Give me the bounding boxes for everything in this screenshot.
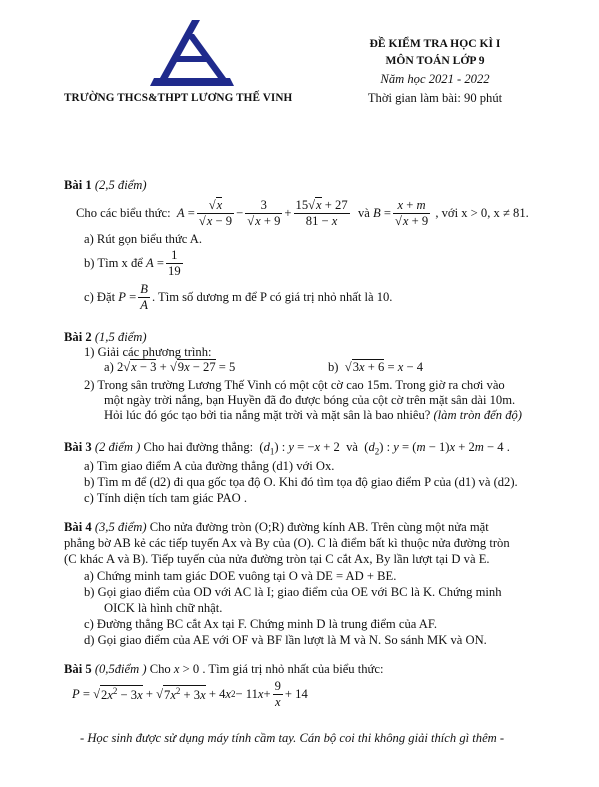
- bai4-line2: phẳng bờ AB kẻ các tiếp tuyến Ax và By của (O). C là điểm bất kì thuộc nửa đường tròn: [64, 536, 510, 550]
- bai5-heading: Bài 5 (0,5điểm ) Cho x > 0 . Tìm giá trị nhỏ nhất của biểu thức:: [64, 662, 384, 676]
- school-logo: [146, 18, 238, 90]
- bai1-expressions: Cho các biểu thức: A = $\frac{√x}{√x - 9}$ − $\frac{3}{√x + 9}$ + $\frac{15√x + 27}{81 - x}$ và B = $\frac{x + m}{√x + 9}$ , với x > 0, x ≠ 81.: [76, 197, 529, 228]
- bai2-q2-line2: một ngày trời nắng, bạn Huyền đã đo được bóng của cột cờ trên mặt sân dài 10m.: [104, 393, 516, 407]
- bai3-a: a) Tìm giao điểm A của đường thẳng (d1) với Ox.: [84, 459, 335, 473]
- bai3-c: c) Tính diện tích tam giác PAO .: [84, 491, 247, 505]
- bai4-d: d) Gọi giao điểm của AE với OF và BF lần lượt là M và N. So sánh MK và ON.: [84, 633, 487, 647]
- bai4-b2: OICK là hình chữ nhật.: [104, 601, 223, 615]
- bai1-a: a) Rút gọn biểu thức A.: [84, 232, 203, 246]
- school-name: TRƯỜNG THCS&THPT LƯƠNG THẾ VINH: [64, 92, 293, 104]
- duration: Thời gian làm bài: 90 phút: [367, 91, 503, 105]
- subject: MÔN TOÁN LỚP 9: [385, 54, 485, 67]
- bai2-q2-line1: 2) Trong sân trường Lương Thế Vinh có một cột cờ cao 15m. Trong giờ ra chơi vào: [84, 378, 505, 392]
- bai1-b: b) Tìm x để A = $\frac{1}{19}$: [84, 247, 181, 278]
- bai4-c: c) Đường thẳng BC cắt Ax tại F. Chứng minh D là trung điểm của AF.: [84, 617, 438, 631]
- bai4-b1: b) Gọi giao điểm của OD với AC là I; giao điểm của OE với BC là K. Chứng minh: [84, 585, 502, 599]
- school-year: Năm học 2021 - 2022: [380, 72, 490, 86]
- footer-note: - Học sinh được sử dụng máy tính cầm tay. Cán bộ coi thi không giải thích gì thêm -: [80, 731, 505, 745]
- bai3-heading: Bài 3 (2 điểm ) Cho hai đường thẳng: $(d_1)$ : y = −x + 2 và $(d_2)$ : y = (m − 1)x + 2m − 4 .: [64, 440, 510, 457]
- exam-title: ĐỀ KIỂM TRA HỌC KÌ I: [369, 37, 501, 50]
- bai4-a: a) Chứng minh tam giác DOE vuông tại O và DE = AD + BE.: [84, 569, 397, 583]
- bai2-q1a: a) 2√x − 3 + √9x − 27 = 5: [104, 360, 236, 374]
- bai2-q1: 1) Giải các phương trình:: [84, 345, 212, 359]
- bai4-heading: Bài 4 (3,5 điểm) Cho nửa đường tròn (O;R) đường kính AB. Trên cùng một nửa mặt: [64, 520, 489, 534]
- bai2-q1b: b) √3x + 6 = x − 4: [328, 360, 424, 374]
- bai1-heading: Bài 1 (2,5 điểm): [64, 178, 147, 192]
- bai1-c: c) Đặt P = $\frac{B}{A}$ . Tìm số dương m để P có giá trị nhỏ nhất là 10.: [84, 281, 393, 312]
- bai4-line3: (C khác A và B). Tiếp tuyến của nửa đường tròn tại C cắt Ax, By lần lượt tại D và E.: [64, 552, 490, 566]
- bai5-expression: P = √ $2x^2 - 3x$ + √ $7x^2 + 3x$ + 4 x 2 − 11 x + $\frac{9}{x}$ + 14: [72, 678, 308, 709]
- bai2-heading: Bài 2 (1,5 điểm): [64, 330, 147, 344]
- bai3-b: b) Tìm m để (d2) đi qua gốc tọa độ O. Khi đó tìm tọa độ giao điểm P của (d1) và (d2).: [84, 475, 518, 489]
- bai2-q2-line3: Hỏi lúc đó góc tạo bởi tia nắng mặt trời và mặt sân là bao nhiêu? (làm tròn đến độ): [104, 408, 522, 422]
